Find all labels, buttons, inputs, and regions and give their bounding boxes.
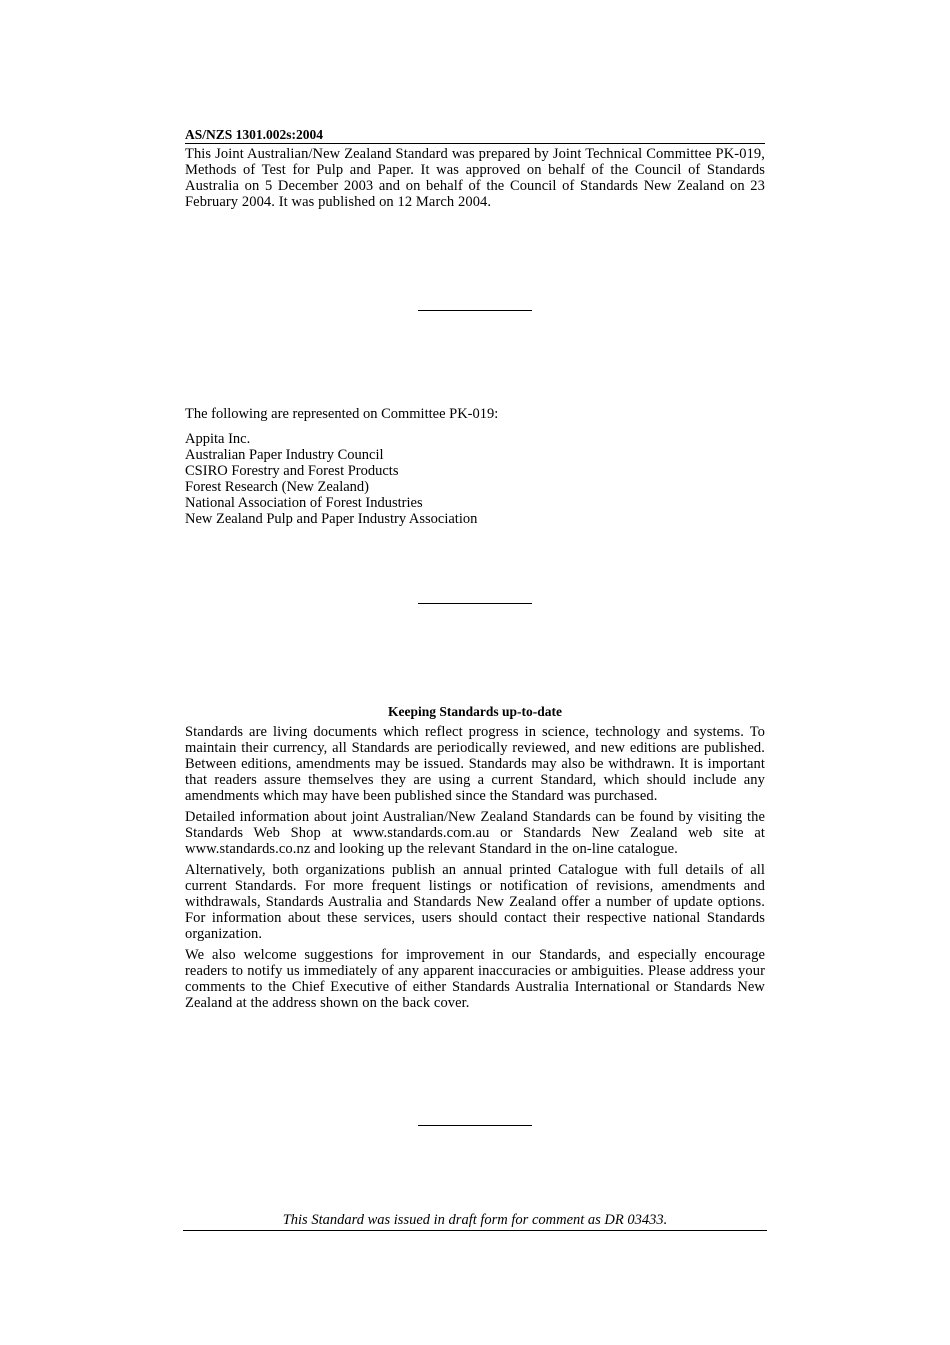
committee-member: CSIRO Forestry and Forest Products xyxy=(185,463,399,479)
paragraph: Standards are living documents which reflect progress in science, technology and systems. To maintain their currency, all Standards are periodically reviewed, and new editions are published. Between editions, amendments may be issued. Standards may also be withdrawn. It is important that readers assure themselves they are using a current Standard, which should include any amendments which may have been published since the Standard was purchased. xyxy=(185,724,765,804)
committee-heading: The following are represented on Committee PK-019: xyxy=(185,406,499,422)
draft-note-footer: This Standard was issued in draft form for comment as DR 03433. xyxy=(183,1212,767,1231)
paragraph: We also welcome suggestions for improvement in our Standards, and especially encourage readers to notify us immediately of any apparent inaccuracies or ambiguities. Please address your comments to the Chief Executive of either Standards Australia International or Standards New Zealand at the address shown on the back cover. xyxy=(185,947,765,1011)
approval-statement: This Joint Australian/New Zealand Standard was prepared by Joint Technical Committee PK-019, Methods of Test for Pulp and Paper. It was approved on behalf of the Council of Standards Australia on 5 December 2003 and on behalf of the Council of Standards New Zealand on 23 February 2004. It was published on 12 March 2004. xyxy=(185,146,765,210)
keeping-standards-body xyxy=(185,724,765,1016)
committee-member: National Association of Forest Industries xyxy=(185,495,423,511)
committee-member-list xyxy=(185,431,765,527)
paragraph: Alternatively, both organizations publish an annual printed Catalogue with full details of all current Standards. For more frequent listings or notification of revisions, amendments and withdrawals, Standards Australia and Standards New Zealand offer a number of update options. For information about these services, users should contact their respective national Standards organization. xyxy=(185,862,765,942)
committee-member: Forest Research (New Zealand) xyxy=(185,479,369,495)
paragraph: Detailed information about joint Australian/New Zealand Standards can be found by visiting the Standards Web Shop at www.standards.com.au or Standards New Zealand web site at www.standards.co.nz and looking up the relevant Standard in the on-line catalogue. xyxy=(185,809,765,857)
section-divider xyxy=(418,310,532,311)
keeping-standards-heading: Keeping Standards up-to-date xyxy=(387,704,563,719)
committee-member: New Zealand Pulp and Paper Industry Association xyxy=(185,511,478,527)
committee-member: Appita Inc. xyxy=(185,431,251,447)
section-divider xyxy=(418,603,532,604)
committee-member: Australian Paper Industry Council xyxy=(185,447,384,463)
section-divider xyxy=(418,1125,532,1126)
standard-designation: AS/NZS 1301.002s:2004 xyxy=(185,127,765,144)
